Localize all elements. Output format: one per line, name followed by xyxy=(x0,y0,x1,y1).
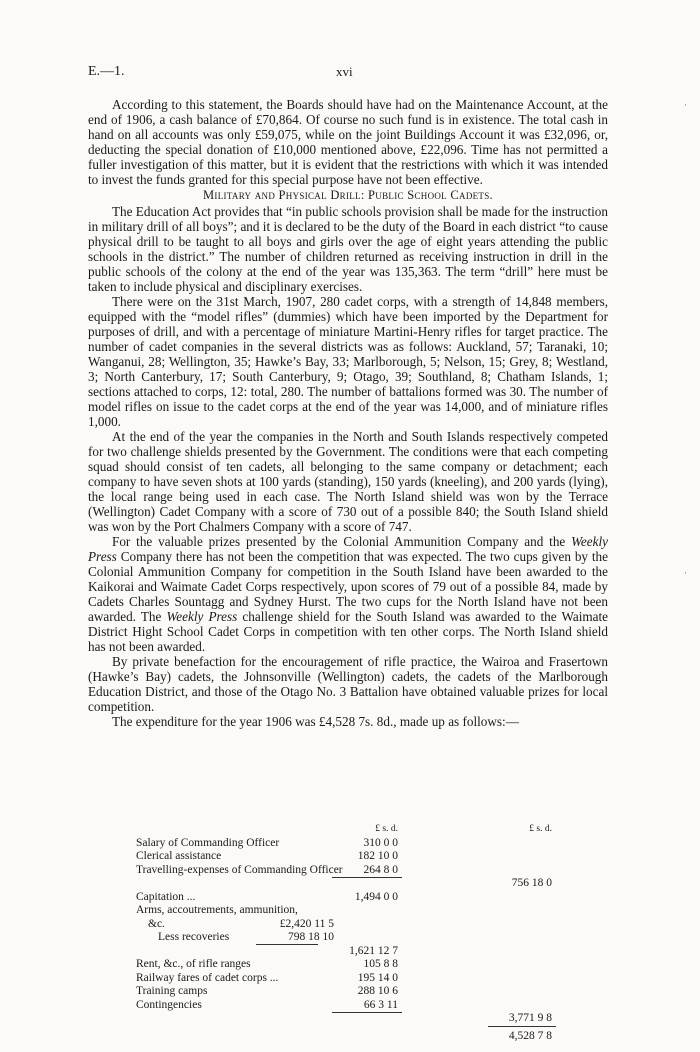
table-row-subtotal xyxy=(88,877,608,891)
grand-total: 4,528 7 8 xyxy=(508,1029,552,1042)
row-amount: 195 14 0 xyxy=(357,971,398,984)
total-rule xyxy=(488,1026,556,1027)
paragraph-cadet-corps: There were on the 31st March, 1907, 280 cadet corps, with a strength of 14,848 members, equipped with the “model rifles” (dummies) which have been imported by the Department for purposes of drill, and with a percentage of miniature Martini-Henry rifles for target practice. The number of cadet companies in the several districts was as follows: Auckland, 57; Taranaki, 10; Wanganui, 28; Wellington, 35; Hawke’s Bay, 33; Marlborough, 5; Nelson, 15; Grey, 8; Westland, 3; North Canterbury, 17; South Canterbury, 9; Otago, 39; Southland, 8; Chatham Islands, 1; sections attached to corps, 12: total, 280. The number of battalions formed was 30. The number of model rifles on issue to the cadet corps at the end of the year was 14,000, and of miniature rifles 1,000. xyxy=(88,294,608,429)
recoveries-rule xyxy=(256,944,318,945)
margin-mark: · xyxy=(684,100,687,110)
row-label: Arms, accoutrements, ammunition, xyxy=(136,904,298,916)
row-amount: 105 8 8 xyxy=(363,958,398,970)
weekly-press-italic-1: Weekly Press xyxy=(88,534,608,564)
row-total: 3,771 9 8 xyxy=(508,1012,552,1024)
table-row xyxy=(88,904,608,918)
weekly-press-italic-2: Weekly Press xyxy=(166,609,238,624)
row-amount: 182 10 0 xyxy=(357,850,398,862)
prizes-text-a: For the valuable prizes presented by the Colonial Ammunition Company and the xyxy=(112,534,572,549)
table-row xyxy=(88,837,608,851)
row-amount: 288 10 6 xyxy=(357,985,398,997)
page-number: xvi xyxy=(336,64,353,79)
row-total: 756 18 0 xyxy=(511,877,552,889)
row-amount: 66 3 11 xyxy=(363,998,398,1011)
paragraph-education-act: The Education Act provides that “in public schools provision shall be made for the instruction in military drill of all boys”; and it is declared to be the duty of the Board in each district “to cause physical drill to be taught to all boys and girls over the age of eight years attending the public schools in the district.” The number of children returned as receiving instruction in drill in the public schools of the colony at the end of the year was 135,363. The term “drill” here must be taken to include physical and disciplinary exercises. xyxy=(88,204,608,294)
row-recoveries-amount: 798 18 10 xyxy=(288,931,334,943)
row-label: &c. xyxy=(148,917,165,930)
column-header-lsd: £ s. d. xyxy=(375,824,398,834)
row-gross-amount: £2,420 11 5 xyxy=(279,917,334,930)
table-row-subtotal xyxy=(88,1012,608,1026)
paragraph-maintenance-account: According to this statement, the Boards should have had on the Maintenance Account, at the end of 1906, a cash balance of £70,864. Of course no such fund is in existence. The total cash in hand on all accounts was only £59,075, while on the joint Buildings Account it was £32,096, or, deducting the special donation of £10,000 mentioned above, £22,096. Time has not permitted a fuller investigation of this matter, but it is evident that the restrictions with which it was intended to invest the funds granted for this special purpose have not been effective. xyxy=(88,97,608,187)
page-reference: E.—1. xyxy=(88,64,125,79)
table-row xyxy=(88,918,608,932)
margin-mark: · xyxy=(684,568,687,578)
prizes-text-c: challenge shield for the South Island was awarded to the Waimate District Hight School Cadet Corps in competition with ten other corps. The North Island shield has not been awarded. xyxy=(88,609,608,654)
expenditure-table xyxy=(88,823,608,1043)
table-row xyxy=(88,864,608,878)
table-row xyxy=(88,891,608,905)
row-label: Capitation ... xyxy=(136,890,196,903)
table-row-grand-total xyxy=(88,1030,608,1044)
column-header-total-lsd: £ s. d. xyxy=(529,824,552,834)
table-row xyxy=(88,985,608,999)
table-row xyxy=(88,999,608,1013)
table-row-subtotal xyxy=(88,945,608,959)
section-heading: Military and Physical Drill: Public School Cadets. xyxy=(203,188,493,202)
row-label: Less recoveries xyxy=(158,931,230,943)
row-label: Railway fares of cadet corps ... xyxy=(136,971,279,984)
table-row xyxy=(88,958,608,972)
subtotal-rule xyxy=(332,877,402,878)
row-amount: 1,621 12 7 xyxy=(349,944,398,957)
row-label: Contingencies xyxy=(136,998,202,1011)
row-label: Training camps xyxy=(136,985,208,997)
report-body xyxy=(88,97,608,729)
subtotal-rule xyxy=(332,1012,402,1013)
table-row xyxy=(88,972,608,986)
paragraph-private-benefaction: By private benefaction for the encouragement of rifle practice, the Wairoa and Frasertown (Hawke’s Bay) cadets, the Johnsonville (Wellington) cadets, the cadets of the Marlborough Education District, and those of the Otago No. 3 Battalion have obtained valuable prizes for local competition. xyxy=(88,654,608,714)
row-label: Salary of Commanding Officer xyxy=(136,836,280,849)
paragraph-expenditure: The expenditure for the year 1906 was £4,528 7s. 8d., made up as follows:— xyxy=(112,714,519,729)
row-label: Rent, &c., of rifle ranges xyxy=(136,958,251,970)
row-label: Travelling-expenses of Commanding Officer xyxy=(136,863,343,876)
prizes-text-b: Company there has not been the competition that was expected. The two cups given by the Colonial Ammunition Company for competition in the South Island have been awarded to the Kaikorai and Waimate Cadet Corps respectively, upon scores of 79 out of a possible 84, made by Cadets Charles Sountagg and Sydney Hurst. The two cups for the North Island have not been awarded. The xyxy=(88,549,608,624)
row-amount: 1,494 0 0 xyxy=(354,890,398,903)
table-row xyxy=(88,850,608,864)
paragraph-challenge-shields: At the end of the year the companies in the North and South Islands respectively competed for two challenge shields presented by the Government. The conditions were that each competing squad should consist of ten cadets, all belonging to the same company or detachment; each company to have seven shots at 100 yards (standing), 150 yards (kneeling), and 200 yards (lying), the local range being used in each case. The North Island shield was won by the Terrace (Wellington) Cadet Company with a score of 730 out of a possible 840; the South Island shield was won by the Port Chalmers Company with a score of 747. xyxy=(88,429,608,534)
row-amount: 310 0 0 xyxy=(363,836,398,849)
row-amount: 264 8 0 xyxy=(363,863,398,876)
paragraph-prizes xyxy=(88,534,608,654)
table-header-row xyxy=(88,823,608,837)
table-row xyxy=(88,931,608,945)
row-label: Clerical assistance xyxy=(136,850,222,862)
